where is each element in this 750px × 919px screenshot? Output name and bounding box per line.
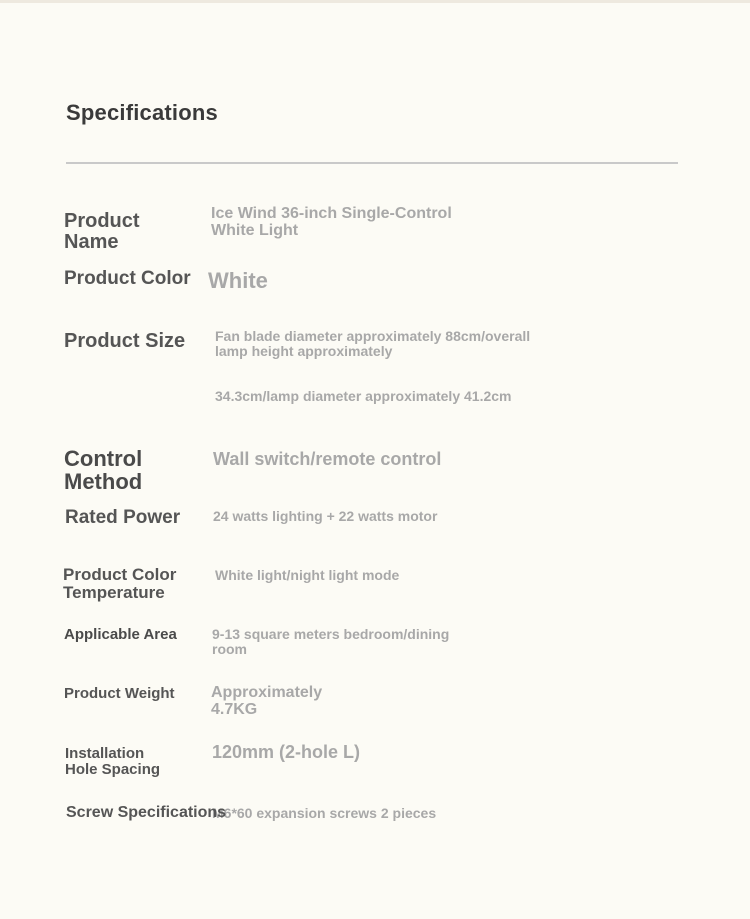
- spec-label-product-name: Product Name: [64, 210, 140, 253]
- spec-value-product-color: White: [208, 268, 268, 293]
- spec-value-control-method: Wall switch/remote control: [213, 449, 442, 469]
- spec-label-applicable-area: Applicable Area: [64, 626, 177, 643]
- spec-label-control-method: Control Method: [64, 446, 143, 495]
- spec-value-rated-power: 24 watts lighting + 22 watts motor: [213, 508, 438, 524]
- page-title: Specifications: [66, 100, 218, 125]
- spec-label-product-weight: Product Weight: [64, 685, 175, 702]
- spec-value-color-temperature: White light/night light mode: [215, 567, 400, 583]
- spec-label-product-color: Product Color: [64, 268, 191, 289]
- spec-value-product-size: Fan blade diameter approximately 88cm/overall lamp height approximately: [215, 328, 531, 359]
- spec-value-applicable-area: 9-13 square meters bedroom/dining room: [212, 626, 450, 657]
- spec-label-screw-specifications: Screw Specifications: [66, 804, 227, 821]
- spec-label-color-temperature: Product Color Temperature: [63, 565, 177, 602]
- title-divider: [66, 162, 678, 164]
- spec-label-hole-spacing: Installation Hole Spacing: [65, 745, 161, 778]
- spec-label-rated-power: Rated Power: [65, 507, 181, 528]
- top-border: [0, 0, 750, 3]
- spec-value-screw-specifications: M6*60 expansion screws 2 pieces: [212, 805, 437, 821]
- spec-value-product-size-continued: 34.3cm/lamp diameter approximately 41.2cm: [215, 388, 512, 404]
- spec-value-hole-spacing: 120mm (2-hole L): [212, 742, 361, 762]
- spec-label-product-size: Product Size: [64, 330, 186, 352]
- spec-value-product-weight: Approximately 4.7KG: [211, 684, 323, 718]
- spec-value-product-name: Ice Wind 36-inch Single-Control White Light: [211, 205, 452, 239]
